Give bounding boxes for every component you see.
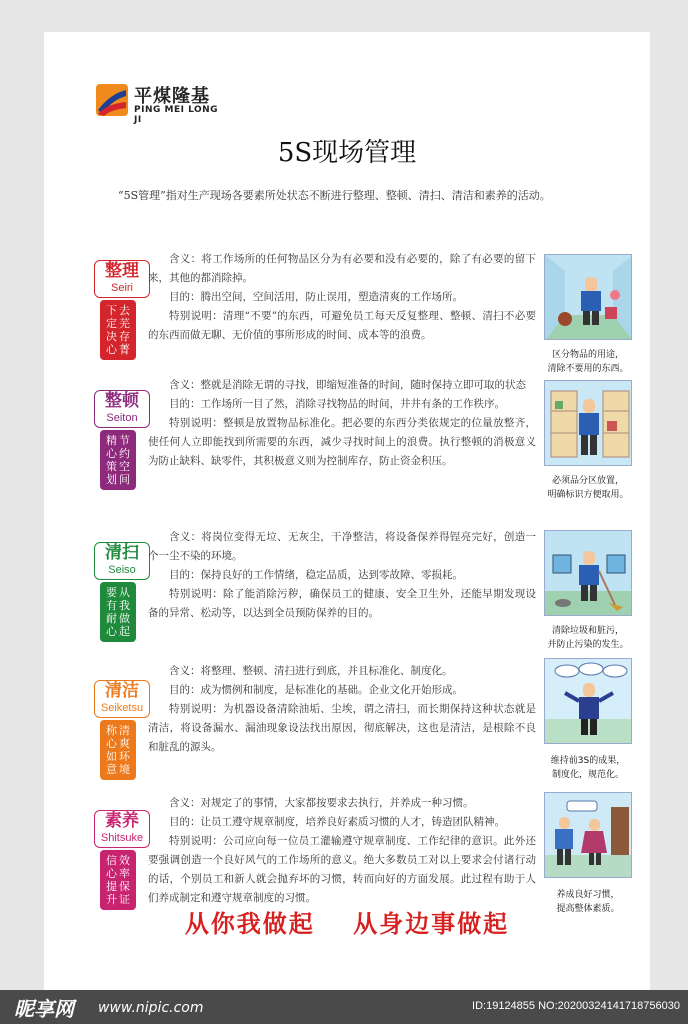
section-motto-tag — [100, 430, 136, 490]
motto-column — [106, 434, 117, 486]
motto-column — [106, 586, 117, 638]
motto-char: 称 — [106, 724, 117, 737]
section-description — [148, 794, 536, 908]
motto-char: 做 — [119, 612, 130, 625]
motto-char: 提 — [106, 880, 117, 893]
description-paragraph: 含义：整就是消除无谓的寻找，即缩短准备的时间，随时保持立即可取的状态 — [169, 379, 526, 391]
motto-char: 有 — [106, 599, 117, 612]
motto-column — [119, 434, 130, 486]
company-logo — [96, 80, 226, 125]
motto-char: 耐 — [106, 612, 117, 625]
description-paragraph: 含义：将岗位变得无垃、无灰尘，干净整洁，将设备保养得锃亮完好，创造一个一尘不染的环境。 — [148, 531, 536, 562]
cartoon-scene-icon — [545, 659, 632, 744]
motto-column — [106, 854, 117, 906]
description-paragraph: 特别说明：公司应向每一位员工灌输遵守规章制度、工作纪律的意识。此外还要强调创造一个良好风气的工作场所的意义。绝大多数员工对以上要求会付诸行动的话，个别员工和新人就会抛弃坏的习惯，转而向好的方面发展。此过程有助于人们养成制定和遵守规章制度的习惯。 — [148, 835, 536, 904]
cartoon-scene-icon — [545, 381, 632, 466]
illustration-caption — [538, 754, 638, 782]
caption-line: 区分物品的用途， — [551, 350, 624, 360]
description-paragraph: 目的：工作场所一目了然，消除寻找物品的时间，井井有条的工作秩序。 — [169, 398, 505, 410]
section-title-cn: 整理 — [105, 261, 139, 281]
section-label — [94, 810, 150, 848]
motto-char: 心 — [106, 737, 117, 750]
motto-char: 从 — [119, 586, 130, 599]
section-illustration — [544, 792, 632, 878]
section-description — [148, 250, 536, 345]
description-paragraph: 特别说明：除了能消除污秽，确保员工的健康、安全卫生外，还能早期发现设备的异常、松动等，以达到全员预防保养的目的。 — [148, 588, 536, 619]
motto-char: 证 — [119, 893, 130, 906]
watermark-url: www.nipic.com — [98, 1000, 204, 1016]
watermark-bar — [0, 990, 688, 1024]
caption-line: 维持前3S的成果， — [550, 756, 626, 766]
motto-char: 效 — [119, 854, 130, 867]
motto-char: 信 — [106, 854, 117, 867]
motto-column — [106, 724, 117, 776]
section-illustration — [544, 530, 632, 616]
section-motto-tag — [100, 582, 136, 642]
caption-line: 提高整体素质。 — [556, 904, 620, 914]
section-illustration — [544, 254, 632, 340]
caption-line: 制度化，规范化。 — [551, 770, 624, 780]
motto-column — [119, 854, 130, 906]
motto-char: 升 — [106, 893, 117, 906]
section-illustration — [544, 658, 632, 744]
motto-char: 环 — [119, 750, 130, 763]
motto-char: 去 — [119, 304, 130, 317]
caption-line: 明确标识方便取用。 — [547, 490, 629, 500]
motto-char: 精 — [106, 434, 117, 447]
section-title-en: Seiso — [108, 564, 136, 576]
illustration-caption — [538, 348, 638, 376]
section-label — [94, 390, 150, 428]
description-paragraph: 含义：将工作场所的任何物品区分为有必要和没有必要的，除了有必要的留下来，其他的都消除掉。 — [148, 253, 536, 284]
section-title-en: Seiri — [110, 282, 133, 294]
intro-text: “5S管理”指对生产现场各要素所处状态不断进行整理、整顿、清扫、清洁和素养的活动。 — [118, 189, 551, 202]
logo-mark-icon — [96, 84, 128, 116]
motto-char: 心 — [106, 867, 117, 880]
motto-char: 境 — [119, 763, 130, 776]
description-paragraph: 特别说明：清理“不要”的东西，可避免员工每天反复整理、整顿、清扫不必要的东西而做无聊、无价值的事所形成的时间、成本等的浪费。 — [148, 310, 536, 341]
motto-char: 保 — [119, 880, 130, 893]
illustration-caption — [538, 624, 638, 652]
caption-line: 清除垃圾和脏污， — [551, 626, 624, 636]
section-label — [94, 542, 150, 580]
description-paragraph: 目的：让员工遵守规章制度，培养良好素质习惯的人才，铸造团队精神。 — [169, 816, 505, 828]
section-motto-tag — [100, 720, 136, 780]
section-motto-tag — [100, 850, 136, 910]
motto-char: 节 — [119, 434, 130, 447]
motto-char: 下 — [106, 304, 117, 317]
slogan-part-2: 从身边事做起 — [353, 910, 510, 938]
section-label — [94, 260, 150, 298]
description-paragraph: 特别说明：整顿是放置物品标准化。把必要的东西分类依规定的位量放整齐，使任何人立即能找到所需要的东西，减少寻找时间上的浪费。执行整顿的消极意义为防止缺料、缺零件，其积极意义则为控制库存，防止资金积压。 — [148, 417, 536, 467]
watermark-logo: 昵享网 — [14, 997, 74, 1021]
poster — [44, 32, 650, 990]
motto-char: 约 — [119, 447, 130, 460]
section-title-cn: 素养 — [105, 811, 139, 831]
image-id: ID:19124855 NO:20200324141718756030 — [472, 1000, 680, 1012]
caption-line: 并防止污染的发生。 — [547, 640, 629, 650]
motto-column — [119, 724, 130, 776]
section-title-cn: 整顿 — [105, 391, 139, 411]
motto-char: 策 — [106, 460, 117, 473]
motto-char: 心 — [106, 625, 117, 638]
description-paragraph: 特别说明：为机器设备清除油垢、尘埃，谓之清扫，而长期保持这种状态就是清洁，将设备漏水、漏油现象设法找出原因，彻底解决，这也是清洁，是根除不良和脏乱的源头。 — [148, 703, 536, 753]
logo-name-en: PING MEI LONG JI — [134, 105, 219, 125]
description-paragraph: 目的：成为惯例和制度，是标准化的基础。企业文化开始形成。 — [169, 684, 463, 696]
description-paragraph: 含义：将整理、整顿、清扫进行到底，并且标准化、制度化。 — [169, 665, 453, 677]
section-title-en: Shitsuke — [100, 832, 144, 844]
motto-char: 间 — [119, 473, 130, 486]
motto-char: 决 — [106, 330, 117, 343]
motto-char: 芜 — [119, 317, 130, 330]
slogan — [44, 904, 650, 939]
section-label — [94, 680, 150, 718]
motto-char: 定 — [106, 317, 117, 330]
description-paragraph: 含义：对规定了的事情，大家都按要求去执行，并养成一种习惯。 — [169, 797, 474, 809]
section-title-cn: 清扫 — [105, 543, 139, 563]
motto-char: 率 — [119, 867, 130, 880]
motto-column — [106, 304, 117, 356]
section-description — [148, 662, 536, 757]
motto-char: 划 — [106, 473, 117, 486]
description-paragraph: 目的：保持良好的工作情绪，稳定品质，达到零故障、零损耗。 — [169, 569, 463, 581]
section-description — [148, 528, 536, 623]
motto-char: 清 — [119, 724, 130, 737]
motto-char: 要 — [106, 586, 117, 599]
motto-char: 心 — [106, 447, 117, 460]
section-title-en: Seiketsu — [100, 702, 144, 714]
motto-char: 空 — [119, 460, 130, 473]
section-illustration — [544, 380, 632, 466]
page-title: 5S现场管理 — [277, 138, 417, 168]
logo-name-cn: 平煤隆基 — [134, 86, 210, 107]
motto-char: 存 — [119, 330, 130, 343]
section-title-en: Seiton — [106, 412, 138, 424]
illustration-caption — [538, 474, 638, 502]
caption-line: 清除不要用的东西。 — [547, 364, 629, 374]
section-title-cn: 清洁 — [105, 681, 139, 701]
motto-char: 菁 — [119, 343, 130, 356]
caption-line: 养成良好习惯， — [556, 890, 620, 900]
cartoon-scene-icon — [545, 793, 632, 878]
caption-line: 必须品分区放置， — [551, 476, 624, 486]
motto-char: 如 — [106, 750, 117, 763]
description-paragraph: 目的：腾出空间，空间活用，防止误用，塑造清爽的工作场所。 — [169, 291, 463, 303]
slogan-part-1: 从你我做起 — [184, 910, 315, 938]
cartoon-scene-icon — [545, 531, 632, 616]
motto-char: 心 — [106, 343, 117, 356]
motto-column — [119, 586, 130, 638]
motto-char: 爽 — [119, 737, 130, 750]
motto-char: 起 — [119, 625, 130, 638]
motto-char: 意 — [106, 763, 117, 776]
section-motto-tag — [100, 300, 136, 360]
motto-column — [119, 304, 130, 356]
motto-char: 我 — [119, 599, 130, 612]
cartoon-scene-icon — [545, 255, 632, 340]
section-description — [148, 376, 536, 471]
